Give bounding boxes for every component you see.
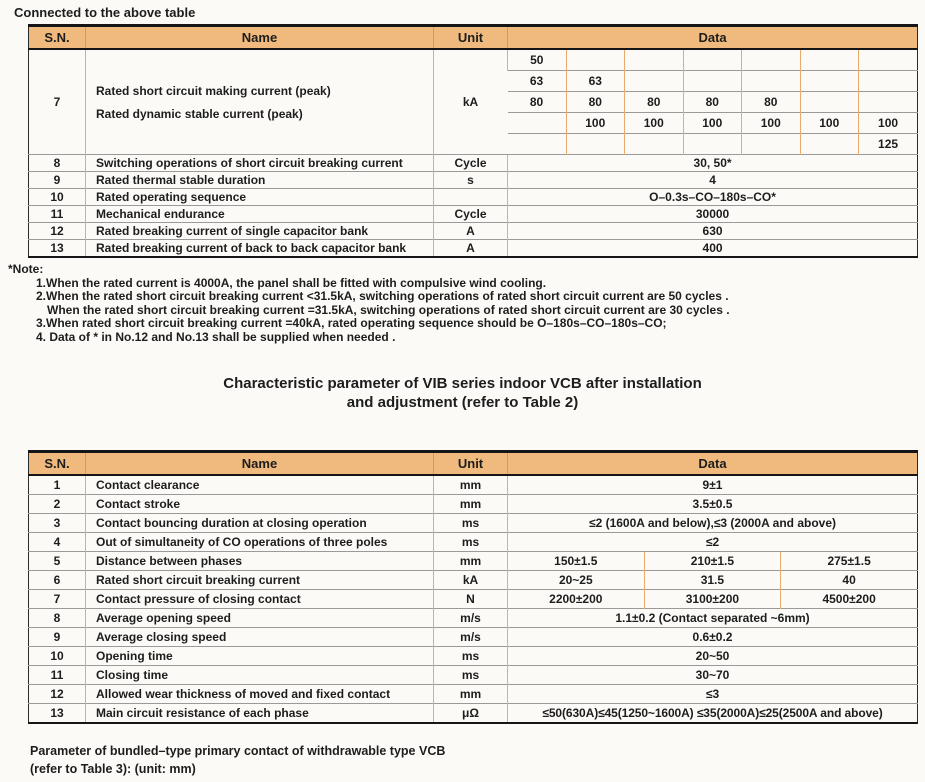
- grid-cell: [566, 134, 625, 155]
- grid-cell: [683, 49, 742, 71]
- sn-cell: 13: [29, 704, 86, 724]
- table-row: [29, 240, 918, 258]
- top-spec-table: [28, 24, 918, 258]
- table-row: [29, 704, 918, 724]
- col-header-sn: S.N.: [29, 26, 86, 50]
- sn-cell: 7: [29, 590, 86, 609]
- table-row: [29, 552, 918, 571]
- top-table-caption: Connected to the above table: [14, 5, 196, 20]
- note-block: [8, 263, 730, 345]
- sn-cell: 9: [29, 628, 86, 647]
- data-cell: 0.6±0.2: [508, 628, 918, 647]
- col-header-unit: Unit: [434, 26, 508, 50]
- unit-cell: A: [434, 240, 508, 258]
- sn-cell: 5: [29, 552, 86, 571]
- data-cell: 150±1.5: [508, 552, 645, 571]
- grid-cell: [683, 71, 742, 92]
- col-header-unit: Unit: [434, 452, 508, 476]
- name-line: Rated short circuit making current (peak): [96, 83, 331, 98]
- table-row: [29, 590, 918, 609]
- table-row: [29, 514, 918, 533]
- grid-cell: 100: [800, 113, 859, 134]
- data-cell: ≤3: [508, 685, 918, 704]
- table-row: [29, 206, 918, 223]
- table-row: [29, 475, 918, 495]
- grid-cell: 100: [566, 113, 625, 134]
- footer-caption-line: (refer to Table 3): (unit: mm): [30, 762, 196, 776]
- sn-cell: 12: [29, 223, 86, 240]
- grid-cell: [859, 71, 918, 92]
- name-cell: [86, 49, 434, 155]
- sn-cell: 11: [29, 666, 86, 685]
- name-cell: Average closing speed: [86, 628, 434, 647]
- name-cell: Distance between phases: [86, 552, 434, 571]
- name-cell: Rated breaking current of back to back capacitor bank: [86, 240, 434, 258]
- header-row: [29, 26, 918, 50]
- name-cell: Average opening speed: [86, 609, 434, 628]
- table-row: [29, 571, 918, 590]
- name-cell: Closing time: [86, 666, 434, 685]
- table-row: [29, 647, 918, 666]
- table-row: [29, 628, 918, 647]
- data-cell: 400: [508, 240, 918, 258]
- grid-cell: 100: [742, 113, 801, 134]
- grid-cell: 100: [625, 113, 684, 134]
- unit-cell: Cycle: [434, 155, 508, 172]
- sn-cell: 2: [29, 495, 86, 514]
- data-cell: 4500±200: [781, 590, 918, 609]
- data-cell: 30000: [508, 206, 918, 223]
- data-cell: 3.5±0.5: [508, 495, 918, 514]
- footer-caption: [30, 742, 445, 778]
- grid-cell: 63: [566, 71, 625, 92]
- note-line: 3.When rated short circuit breaking current =40kA, rated operating sequence should be O–180s–CO–180s–CO;: [36, 316, 667, 331]
- data-cell: 3100±200: [644, 590, 781, 609]
- table-row: [29, 223, 918, 240]
- grid-cell: 80: [742, 92, 801, 113]
- grid-cell: [683, 134, 742, 155]
- grid-cell: 80: [566, 92, 625, 113]
- sn-cell: 10: [29, 189, 86, 206]
- sn-cell: 1: [29, 475, 86, 495]
- table-row: [29, 495, 918, 514]
- note-title: *Note:: [8, 262, 44, 276]
- unit-cell: s: [434, 172, 508, 189]
- data-cell: ≤2 (1600A and below),≤3 (2000A and above): [508, 514, 918, 533]
- section-title: [0, 374, 925, 412]
- table-row: [29, 155, 918, 172]
- note-line: 2.When the rated short circuit breaking current <31.5kA, switching operations of rated short circuit current are 50 cycles .: [36, 289, 729, 304]
- data-cell: 1.1±0.2 (Contact separated ~6mm): [508, 609, 918, 628]
- sn-cell: 11: [29, 206, 86, 223]
- data-cell: 210±1.5: [644, 552, 781, 571]
- name-cell: Main circuit resistance of each phase: [86, 704, 434, 724]
- data-cell: O–0.3s–CO–180s–CO*: [508, 189, 918, 206]
- data-cell: 31.5: [644, 571, 781, 590]
- grid-cell: 80: [683, 92, 742, 113]
- name-cell: Switching operations of short circuit breaking current: [86, 155, 434, 172]
- note-line: 1.When the rated current is 4000A, the panel shall be fitted with compulsive wind cooling.: [36, 275, 547, 290]
- table-row: [29, 609, 918, 628]
- grid-cell: 100: [683, 113, 742, 134]
- data-cell: 2200±200: [508, 590, 645, 609]
- sn-cell: 4: [29, 533, 86, 552]
- table-row: [29, 666, 918, 685]
- name-cell: Rated short circuit breaking current: [86, 571, 434, 590]
- name-cell: Contact stroke: [86, 495, 434, 514]
- note-line: 4. Data of * in No.12 and No.13 shall be supplied when needed .: [36, 329, 396, 344]
- grid-cell: [800, 71, 859, 92]
- data-cell: ≤50(630A)≤45(1250~1600A) ≤35(2000A)≤25(2500A and above): [508, 704, 918, 724]
- unit-cell: m/s: [434, 609, 508, 628]
- name-cell: Contact pressure of closing contact: [86, 590, 434, 609]
- data-cell: 20~25: [508, 571, 645, 590]
- name-cell: Contact bouncing duration at closing operation: [86, 514, 434, 533]
- unit-cell: μΩ: [434, 704, 508, 724]
- grid-cell: [625, 134, 684, 155]
- grid-cell: [859, 92, 918, 113]
- name-cell: Allowed wear thickness of moved and fixed contact: [86, 685, 434, 704]
- bottom-spec-table: [28, 450, 918, 724]
- col-header-data: Data: [508, 26, 918, 50]
- grid-cell: [508, 113, 567, 134]
- unit-cell: [434, 189, 508, 206]
- unit-cell: mm: [434, 552, 508, 571]
- grid-cell: [508, 134, 567, 155]
- name-cell: Rated operating sequence: [86, 189, 434, 206]
- grid-cell: 80: [508, 92, 567, 113]
- grid-cell: [859, 49, 918, 71]
- data-cell: 275±1.5: [781, 552, 918, 571]
- grid-cell: [625, 49, 684, 71]
- grid-cell: [742, 49, 801, 71]
- col-header-data: Data: [508, 452, 918, 476]
- col-header-name: Name: [86, 452, 434, 476]
- data-cell: 40: [781, 571, 918, 590]
- table-row: [29, 189, 918, 206]
- data-cell: 20~50: [508, 647, 918, 666]
- grid-cell: [566, 49, 625, 71]
- data-cell: 30, 50*: [508, 155, 918, 172]
- name-cell: Out of simultaneity of CO operations of three poles: [86, 533, 434, 552]
- name-cell: Rated thermal stable duration: [86, 172, 434, 189]
- sn-cell: 10: [29, 647, 86, 666]
- data-cell: 30~70: [508, 666, 918, 685]
- name-line: Rated dynamic stable current (peak): [96, 106, 303, 121]
- unit-cell: m/s: [434, 628, 508, 647]
- table-row: [29, 49, 918, 71]
- section-title-line: Characteristic parameter of VIB series indoor VCB after installation: [223, 375, 702, 392]
- data-cell: ≤2: [508, 533, 918, 552]
- unit-cell: ms: [434, 666, 508, 685]
- grid-cell: [625, 71, 684, 92]
- grid-cell: 50: [508, 49, 567, 71]
- grid-cell: 63: [508, 71, 567, 92]
- sn-cell: 8: [29, 155, 86, 172]
- sn-cell: 8: [29, 609, 86, 628]
- unit-cell: A: [434, 223, 508, 240]
- name-cell: Opening time: [86, 647, 434, 666]
- name-cell: Contact clearance: [86, 475, 434, 495]
- header-row: [29, 452, 918, 476]
- unit-cell: mm: [434, 685, 508, 704]
- sn-cell: 3: [29, 514, 86, 533]
- note-line: When the rated short circuit breaking current =31.5kA, switching operations of rated short circuit current are 30 cycles .: [47, 302, 730, 317]
- unit-cell: kA: [434, 571, 508, 590]
- sn-cell: 7: [29, 49, 86, 155]
- unit-cell: N: [434, 590, 508, 609]
- footer-caption-line: Parameter of bundled–type primary contact of withdrawable type VCB: [30, 744, 446, 758]
- sn-cell: 13: [29, 240, 86, 258]
- grid-cell: 125: [859, 134, 918, 155]
- table-row: [29, 533, 918, 552]
- table-row: [29, 685, 918, 704]
- grid-cell: [742, 71, 801, 92]
- sn-cell: 6: [29, 571, 86, 590]
- sn-cell: 12: [29, 685, 86, 704]
- unit-cell: ms: [434, 533, 508, 552]
- grid-cell: 100: [859, 113, 918, 134]
- grid-cell: [800, 49, 859, 71]
- data-cell: 630: [508, 223, 918, 240]
- grid-cell: [800, 92, 859, 113]
- table-row: [29, 172, 918, 189]
- grid-cell: 80: [625, 92, 684, 113]
- data-cell: 9±1: [508, 475, 918, 495]
- unit-cell: Cycle: [434, 206, 508, 223]
- name-cell: Mechanical endurance: [86, 206, 434, 223]
- section-title-line: and adjustment (refer to Table 2): [346, 394, 579, 411]
- grid-cell: [742, 134, 801, 155]
- name-cell: Rated breaking current of single capacitor bank: [86, 223, 434, 240]
- col-header-sn: S.N.: [29, 452, 86, 476]
- unit-cell: ms: [434, 514, 508, 533]
- col-header-name: Name: [86, 26, 434, 50]
- unit-cell: kA: [434, 49, 508, 155]
- unit-cell: ms: [434, 647, 508, 666]
- data-cell: 4: [508, 172, 918, 189]
- unit-cell: mm: [434, 495, 508, 514]
- unit-cell: mm: [434, 475, 508, 495]
- grid-cell: [800, 134, 859, 155]
- sn-cell: 9: [29, 172, 86, 189]
